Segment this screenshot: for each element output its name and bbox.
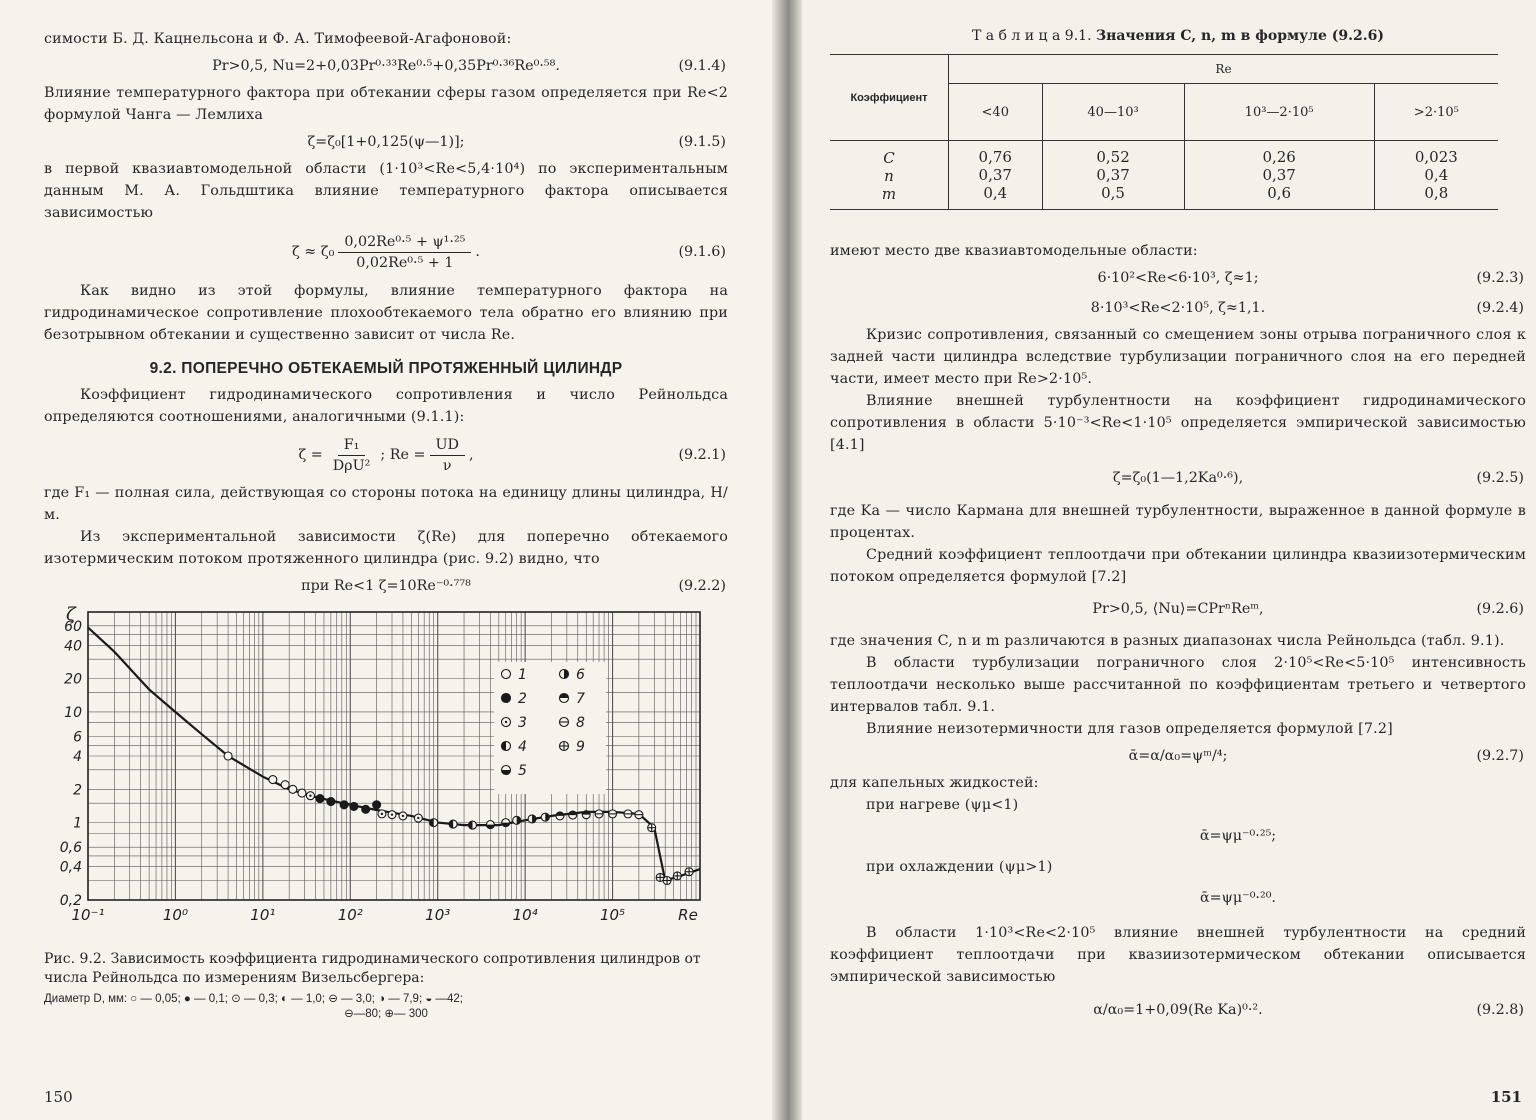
- table-cell-column: [1184, 141, 1374, 210]
- data-point: [528, 815, 536, 823]
- table-row-names: [830, 141, 949, 210]
- section-heading: 9.2. ПОПЕРЕЧНО ОБТЕКАЕМЫЙ ПРОТЯЖЕННЫЙ ЦИЛИНДР: [149, 360, 623, 377]
- paragraph: имеют место две квазиавтомодельные области:: [830, 243, 1198, 259]
- data-point: [560, 718, 569, 727]
- equation-9-1-6: [44, 226, 728, 278]
- x-tick-label: Re: [678, 906, 698, 924]
- equation-9-2-7: [830, 742, 1526, 770]
- marker-part: [362, 805, 370, 813]
- equation-number: (9.2.6): [1476, 601, 1524, 617]
- data-point: [582, 811, 590, 819]
- data-point: [316, 795, 324, 803]
- data-point: [388, 811, 396, 819]
- legend-box: [494, 662, 606, 794]
- data-point: [399, 812, 407, 820]
- page-number: 150: [44, 1088, 73, 1106]
- equation-9-2-5: [830, 458, 1526, 498]
- data-point: [609, 810, 617, 818]
- marker-part: [373, 801, 381, 809]
- marker-part: [224, 752, 232, 760]
- data-point: [513, 816, 521, 824]
- equation-text: 6·10²<Re<6·10³, ζ≈1;: [1097, 270, 1259, 286]
- table-col-header: >2·10⁵: [1374, 84, 1498, 141]
- fraction-denominator: 0,02Re⁰·⁵ + 1: [356, 254, 454, 271]
- table-cell: 0,76: [978, 148, 1012, 166]
- equation-9-2-8: [830, 990, 1526, 1030]
- fraction-numerator: F₁: [338, 437, 366, 456]
- table-cell-column: [949, 141, 1043, 210]
- data-point: [327, 798, 335, 806]
- data-point: [373, 801, 381, 809]
- table-row-header: Коэффициент: [830, 55, 949, 141]
- equation-text: Pr>0,5, Nu=2+0,03Pr⁰·³³Re⁰·⁵+0,35Pr⁰·³⁶Re⁰·⁵⁸.: [212, 58, 560, 74]
- table-cell: 0,4: [983, 184, 1008, 202]
- legend-label: 3: [518, 715, 527, 731]
- page-number: 151: [1490, 1088, 1522, 1106]
- data-point: [224, 752, 232, 760]
- table-cell: 0,37: [1262, 166, 1296, 184]
- data-point: [595, 810, 603, 818]
- equation-9-2-1: [44, 430, 728, 480]
- equation-number: (9.1.4): [678, 58, 726, 74]
- paragraph: при нагреве (ψμ<1): [866, 797, 1019, 813]
- figure-legend-line: ⊖—80; ⊕— 300: [344, 1008, 428, 1020]
- fraction-numerator: 0,02Re⁰·⁵ + ψ¹·²⁵: [338, 234, 471, 253]
- equation-number: (9.2.3): [1476, 270, 1524, 286]
- data-point: [378, 810, 386, 818]
- figure-legend-line: Диаметр D, мм: ○ — 0,05; ● — 0,1; ⊙ — 0,3; ◐ — 1,0; ⊖ — 3,0; ◑ — 7,9; ◒ —42;: [44, 993, 463, 1005]
- legend-label: 9: [576, 739, 585, 755]
- table-cell-column: [1042, 141, 1184, 210]
- paragraph: Из экспериментальной зависимости ζ(Re) для поперечно обтекаемого изотермическим потоком протяженного цилиндра (рис. 9.2) видно, что: [44, 529, 728, 567]
- data-point: [502, 742, 511, 751]
- equation-text: α/α₀=1+0,09(Re Ka)⁰·².: [1093, 1002, 1263, 1018]
- data-point: [350, 802, 358, 810]
- marker-part: [281, 781, 289, 789]
- y-tick-label: 0,4: [59, 859, 82, 876]
- paragraph: Средний коэффициент теплоотдачи при обтекании цилиндра квазиизотермическим потоком определяется формулой [7.2]: [830, 547, 1526, 585]
- fraction-numerator: UD: [430, 437, 466, 456]
- marker-part: [417, 817, 419, 819]
- table-col-header: 40—10³: [1042, 84, 1184, 141]
- paragraph: Как видно из этой формулы, влияние температурного фактора на гидродинамическое сопротивление плохообтекаемого тела обратно его влиянию при безотрывном обтекании и существенно зависит от числа Re.: [44, 283, 728, 343]
- data-point: [269, 776, 277, 784]
- data-point: [430, 819, 438, 827]
- equation-text: 8·10³<Re<2·10⁵, ζ≈1,1.: [1090, 300, 1266, 316]
- equation-text: Pr>0,5, ⟨Nu⟩=CPrⁿReᵐ,: [1092, 601, 1264, 617]
- coefficients-table: [830, 54, 1498, 210]
- drag-curve: [88, 628, 700, 881]
- marker-part: [402, 815, 404, 817]
- legend-label: 2: [518, 691, 527, 707]
- data-point: [560, 742, 569, 751]
- data-point: [685, 868, 693, 876]
- equation-text: ζ=ζ₀[1+0,125(ψ—1)];: [307, 134, 465, 150]
- table-cell: 0,37: [978, 166, 1012, 184]
- data-point: [298, 789, 306, 797]
- fraction-denominator: DρU²: [332, 457, 371, 474]
- equation-number: (9.1.6): [678, 244, 726, 260]
- marker-part: [505, 721, 507, 723]
- x-tick-label: 10⁴: [512, 906, 538, 924]
- legend-label: 8: [576, 715, 585, 731]
- equation-9-2-2: [44, 572, 728, 600]
- fraction-denominator: ν: [442, 457, 452, 474]
- equation-9-2-3: [830, 264, 1526, 292]
- data-point: [502, 694, 511, 703]
- paragraph: Коэффициент гидродинамического сопротивления и число Рейнольдса определяются соотношениями, аналогичными (9.1.1):: [44, 387, 728, 425]
- figure-caption: Рис. 9.2. Зависимость коэффициента гидродинамического сопротивления цилиндров от числа Рейнольдса по измерениям Визельсбергера:: [44, 951, 701, 986]
- drag-coefficient-chart: [44, 604, 728, 944]
- data-point: [469, 821, 477, 829]
- y-tick-label: 6: [73, 729, 82, 746]
- data-point: [362, 805, 370, 813]
- data-point: [502, 670, 511, 679]
- marker-part: [350, 802, 358, 810]
- table-cell: 0,52: [1096, 148, 1130, 166]
- table-col-group: Re: [949, 55, 1499, 84]
- data-point: [560, 694, 569, 703]
- equation-heating: [830, 818, 1526, 854]
- paragraph: Влияние внешней турбулентности на коэффициент гидродинамического сопротивления в области 5·10⁻³<Re<1·10⁵ определяется эмпирической зависимостью [4.1]: [830, 393, 1526, 453]
- y-tick-label: 40: [64, 638, 82, 655]
- equation-cooling: [830, 880, 1526, 916]
- book-gutter: [772, 0, 802, 1120]
- marker-part: [327, 798, 335, 806]
- marker-part: [381, 813, 383, 815]
- data-point: [663, 877, 671, 885]
- equation-number: (9.2.1): [678, 447, 726, 463]
- table-cell: 0,6: [1267, 184, 1292, 202]
- y-tick-label: 60: [64, 618, 82, 635]
- data-point: [560, 670, 569, 679]
- table-cell: 0,8: [1424, 184, 1449, 202]
- legend-label: 1: [518, 667, 527, 683]
- x-tick-label: 10⁵: [600, 906, 626, 924]
- paragraph: где значения C, n и m различаются в разных диапазонах числа Рейнольдса (табл. 9.1).: [830, 633, 1505, 649]
- marker-part: [502, 670, 511, 679]
- paragraph: симости Б. Д. Кацнельсона и Ф. А. Тимофеевой-Агафоновой:: [44, 31, 512, 47]
- y-axis-label: ζ: [66, 604, 76, 625]
- equation-9-2-6: [830, 590, 1526, 628]
- equation-separator: ; Re =: [380, 447, 426, 463]
- data-point: [556, 812, 564, 820]
- equation-zeta: ζ =: [298, 447, 323, 463]
- y-tick-label: 2: [73, 782, 82, 799]
- fraction: [327, 437, 377, 474]
- data-point: [502, 766, 511, 775]
- fraction: [338, 234, 471, 271]
- equation-number: (9.2.8): [1476, 1002, 1524, 1018]
- marker-part: [309, 795, 311, 797]
- equation-number: (9.2.2): [678, 578, 726, 594]
- table-col-header: <40: [949, 84, 1043, 141]
- table-cell: 0,26: [1262, 148, 1296, 166]
- paragraph: Влияние температурного фактора при обтекании сферы газом определяется при Re<2 формулой Чанга — Лемлиха: [44, 85, 728, 123]
- equation-number: (9.2.5): [1476, 470, 1524, 486]
- table-cell: 0,37: [1096, 166, 1130, 184]
- data-point: [635, 811, 643, 819]
- data-point: [486, 821, 494, 829]
- table-cell: 0,5: [1101, 184, 1125, 202]
- marker-part: [316, 795, 324, 803]
- data-point: [289, 785, 297, 793]
- row-name: m: [881, 185, 897, 203]
- table-cell-column: [1374, 141, 1498, 210]
- legend-label: 6: [576, 667, 585, 683]
- paragraph: где Ka — число Кармана для внешней турбулентности, выраженное в данной формуле в процентах.: [830, 503, 1526, 541]
- paragraph: в первой квазиавтомодельной области (1·10³<Re<5,4·10⁴) по экспериментальным данным М. А. Гольдштика влияние температурного фактора описывается зависимостью: [44, 161, 728, 221]
- x-tick-label: 10⁻¹: [71, 906, 105, 924]
- y-tick-label: 1: [73, 815, 82, 832]
- legend-label: 5: [518, 763, 527, 779]
- equation-lhs: ζ ≈ ζ₀: [292, 244, 335, 260]
- data-point: [673, 872, 681, 880]
- table-cell: 0,023: [1414, 148, 1458, 166]
- equation-text: ᾱ=ψμ⁻⁰·²⁰.: [1200, 890, 1276, 906]
- data-point: [449, 820, 457, 828]
- table-title-prefix: Т а б л и ц а 9.1.: [971, 28, 1092, 44]
- y-tick-label: 0,2: [59, 893, 82, 909]
- data-point: [648, 824, 656, 832]
- marker-part: [391, 813, 393, 815]
- right-page: [802, 0, 1536, 1120]
- data-point: [502, 819, 510, 827]
- row-name: C: [883, 149, 895, 167]
- paragraph: Влияние неизотермичности для газов определяется формулой [7.2]: [866, 721, 1393, 737]
- marker-part: [298, 789, 306, 797]
- equation-number: (9.2.7): [1476, 748, 1524, 764]
- fraction: [430, 437, 466, 474]
- data-point: [541, 813, 549, 821]
- marker-part: [289, 785, 297, 793]
- marker-part: [502, 694, 511, 703]
- table-title-bold: Значения C, n, m в формуле (9.2.6): [1095, 28, 1385, 44]
- equation-9-1-4: [44, 52, 728, 80]
- equation-text: при Re<1 ζ=10Re⁻⁰·⁷⁷⁸: [301, 578, 471, 594]
- equation-9-2-4: [830, 294, 1526, 322]
- equation-text: ζ=ζ₀(1—1,2Ka⁰·⁶),: [1112, 470, 1244, 486]
- paragraph: Кризис сопротивления, связанный со смещением зоны отрыва пограничного слоя к задней части цилиндра вследствие турбулизации пограничного слоя на его передней части, имеет место при Re>2·10⁵.: [830, 327, 1526, 387]
- equation-text: ᾱ=α/α₀=ψᵐ/⁴;: [1128, 748, 1228, 764]
- data-point: [502, 718, 511, 727]
- legend-label: 4: [518, 739, 527, 755]
- x-tick-label: 10¹: [250, 906, 276, 924]
- table-col-header: 10³—2·10⁵: [1184, 84, 1374, 141]
- equation-text: ᾱ=ψμ⁻⁰·²⁵;: [1199, 828, 1277, 844]
- data-point: [340, 801, 348, 809]
- data-point: [306, 792, 314, 800]
- data-point: [569, 811, 577, 819]
- paragraph: В области 1·10³<Re<2·10⁵ влияние внешней турбулентности на средний коэффициент теплоотдачи при квазиизотермическом обтекании описывается эмпирической зависимостью: [830, 925, 1526, 985]
- equation-number: (9.2.4): [1476, 300, 1524, 316]
- equation-number: (9.1.5): [678, 134, 726, 150]
- y-tick-label: 20: [64, 671, 82, 688]
- table-title: [830, 28, 1526, 44]
- data-point: [414, 814, 422, 822]
- marker-part: [340, 801, 348, 809]
- paragraph: для капельных жидкостей:: [830, 775, 1039, 791]
- y-tick-label: 4: [73, 749, 82, 765]
- equation-tail: ,: [469, 447, 474, 463]
- y-tick-label: 0,6: [59, 840, 82, 857]
- x-tick-label: 10³: [425, 906, 451, 924]
- y-tick-label: 10: [64, 704, 82, 721]
- table-cell: 0,4: [1424, 166, 1449, 184]
- marker-part: [269, 776, 277, 784]
- paragraph: В области турбулизации пограничного слоя 2·10⁵<Re<5·10⁵ интенсивность теплоотдачи несколько выше рассчитанной по коэффициентам третьего и четвертого интервалов табл. 9.1.: [830, 655, 1526, 715]
- data-point: [281, 781, 289, 789]
- paragraph: при охлаждении (ψμ>1): [866, 859, 1053, 875]
- legend-label: 7: [576, 691, 585, 707]
- x-tick-label: 10²: [337, 906, 363, 924]
- equation-tail: .: [475, 244, 480, 260]
- x-tick-label: 10⁰: [162, 906, 188, 924]
- equation-9-1-5: [44, 128, 728, 156]
- paragraph: где F₁ — полная сила, действующая со стороны потока на единицу длины цилиндра, Н/м.: [44, 485, 728, 523]
- data-point: [624, 810, 632, 818]
- row-name: n: [884, 167, 894, 185]
